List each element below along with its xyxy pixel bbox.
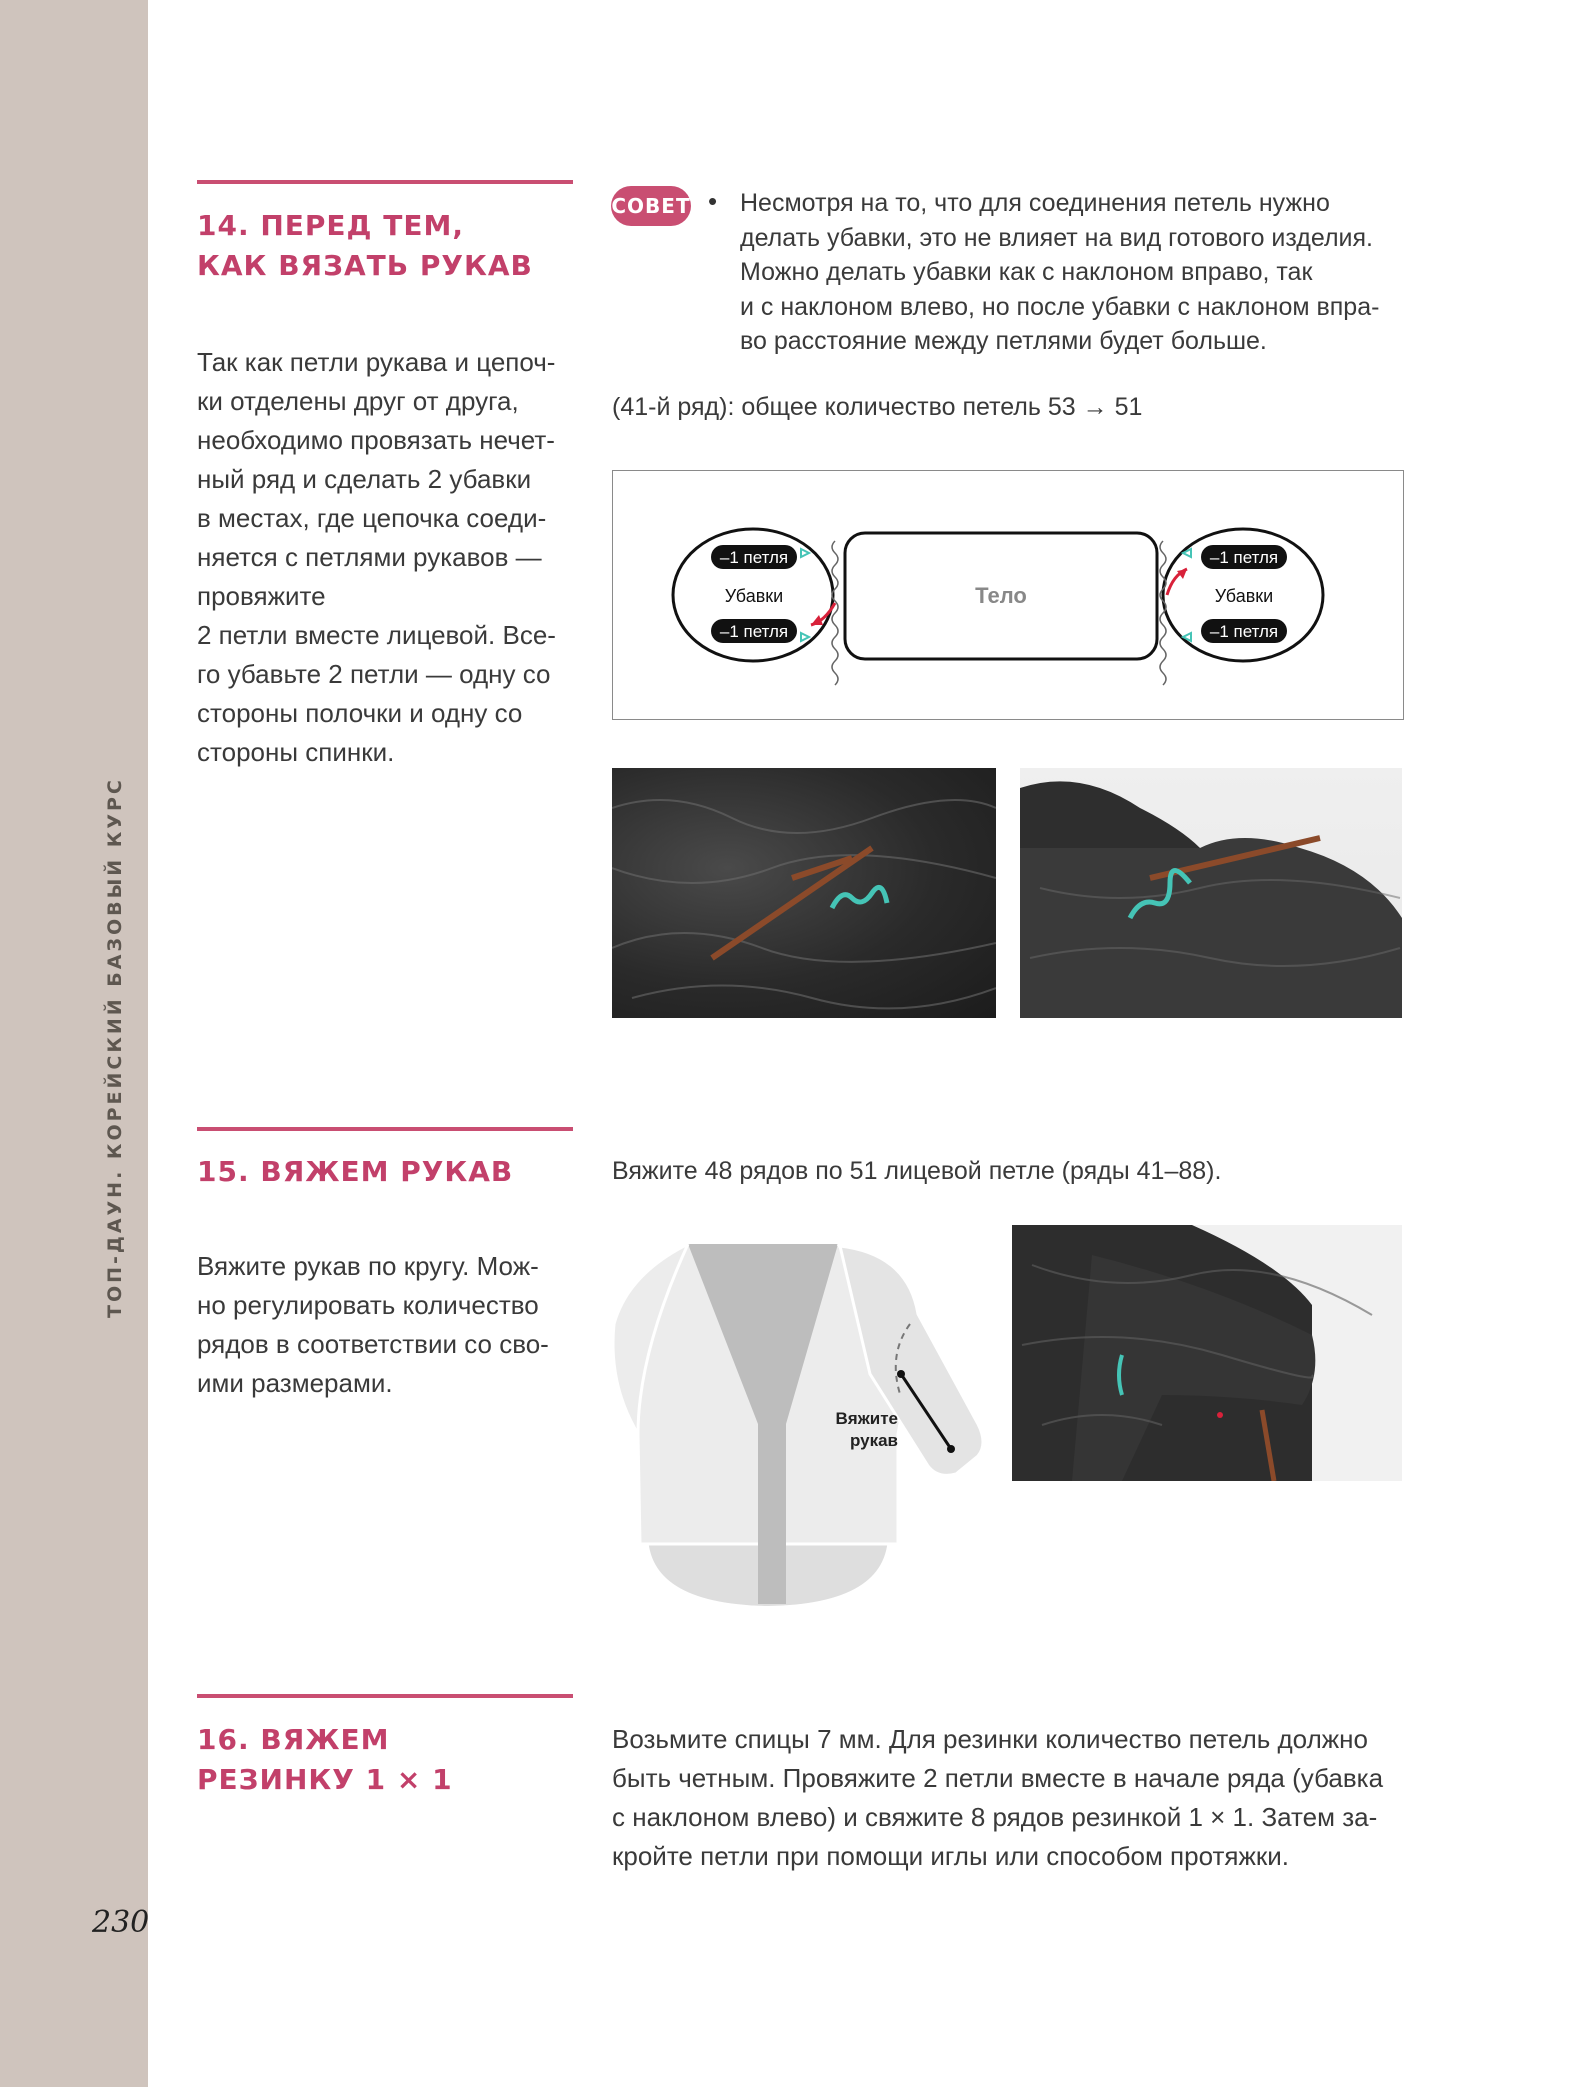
row-count-note: (41-й ряд): общее количество петель 53 → 51 xyxy=(612,393,1143,421)
marker-dot-icon xyxy=(1217,1412,1223,1418)
section-14-rule xyxy=(197,180,573,184)
sweater-label-line-1: Вяжите xyxy=(835,1409,898,1428)
right-top-label: –1 петля xyxy=(1209,548,1279,567)
right-bottom-label: –1 петля xyxy=(1209,622,1279,641)
section-16-title: 16. ВЯЖЕМ РЕЗИНКУ 1 × 1 xyxy=(197,1723,453,1796)
left-chain-stitches xyxy=(832,541,838,685)
section-16-rule xyxy=(197,1694,573,1698)
tip-badge: СОВЕТ xyxy=(611,186,691,226)
left-bottom-label: –1 петля xyxy=(719,622,789,641)
section-15-rule xyxy=(197,1127,573,1131)
section-14-body: Так как петли рукава и цепоч- ки отделены друг от друга, необходимо провязать нечет- ный ряд и сделать 2 убавки в местах, где цепочка соеди- няется с петлями рукавов — провяжите 2 петли вместе лицевой. Все- го убавьте 2 петли — одну со стороны полочки и одну со стороны спинки. xyxy=(197,347,556,767)
running-header: ТОП-ДАУН. КОРЕЙСКИЙ БАЗОВЫЙ КУРС xyxy=(104,777,126,1318)
knitting-photo-right xyxy=(1020,768,1402,1018)
section-15-body: Вяжите рукав по кругу. Мож- но регулировать количество рядов в соответствии со сво- ими размерами. xyxy=(197,1251,549,1398)
body-label: Тело xyxy=(975,583,1027,608)
decrease-diagram-svg xyxy=(613,471,1403,719)
left-mid-label: Убавки xyxy=(724,586,784,606)
knitting-photo-right-svg xyxy=(1020,768,1402,1018)
knitting-needle-icon xyxy=(712,848,872,958)
right-mid-label: Убавки xyxy=(1214,586,1274,606)
sweater-label-line-2: рукав xyxy=(849,1431,898,1450)
tip-text: Несмотря на то, что для соединения петель нужно делать убавки, это не влияет на вид готового изделия. Можно делать убавки как с наклоном вправо, так и с наклоном влево, но после убавки с наклоном впра- во расстояние между петлями будет больше. xyxy=(740,189,1380,355)
sweater-illustration-svg xyxy=(608,1234,998,1614)
section-15-title: 15. ВЯЖЕМ РУКАВ xyxy=(197,1155,514,1188)
sleeve-photo xyxy=(1012,1225,1402,1481)
section-15-instruction: Вяжите 48 рядов по 51 лицевой петле (ряды 41–88). xyxy=(612,1157,1222,1185)
decrease-diagram xyxy=(612,470,1404,720)
section-14-title: 14. ПЕРЕД ТЕМ, КАК ВЯЗАТЬ РУКАВ xyxy=(197,209,533,282)
knitting-photo-left xyxy=(612,768,996,1018)
sleeve-photo-svg xyxy=(1012,1225,1402,1481)
knitting-photo-left-svg xyxy=(612,768,996,1018)
page-number: 230 xyxy=(92,1905,150,1940)
section-16-body: Возьмите спицы 7 мм. Для резинки количество петель должно быть четным. Провяжите 2 петли вместе в начале ряда (убавка с наклоном влево) и свяжите 8 рядов резинкой 1 × 1. Затем за- кройте петли при помощи иглы или способом протяжки. xyxy=(612,1724,1384,1871)
sweater-illustration xyxy=(608,1234,998,1614)
left-top-label: –1 петля xyxy=(719,548,789,567)
stitch-marker-yarn-icon xyxy=(832,887,887,908)
tip-bullet: • xyxy=(708,186,718,216)
